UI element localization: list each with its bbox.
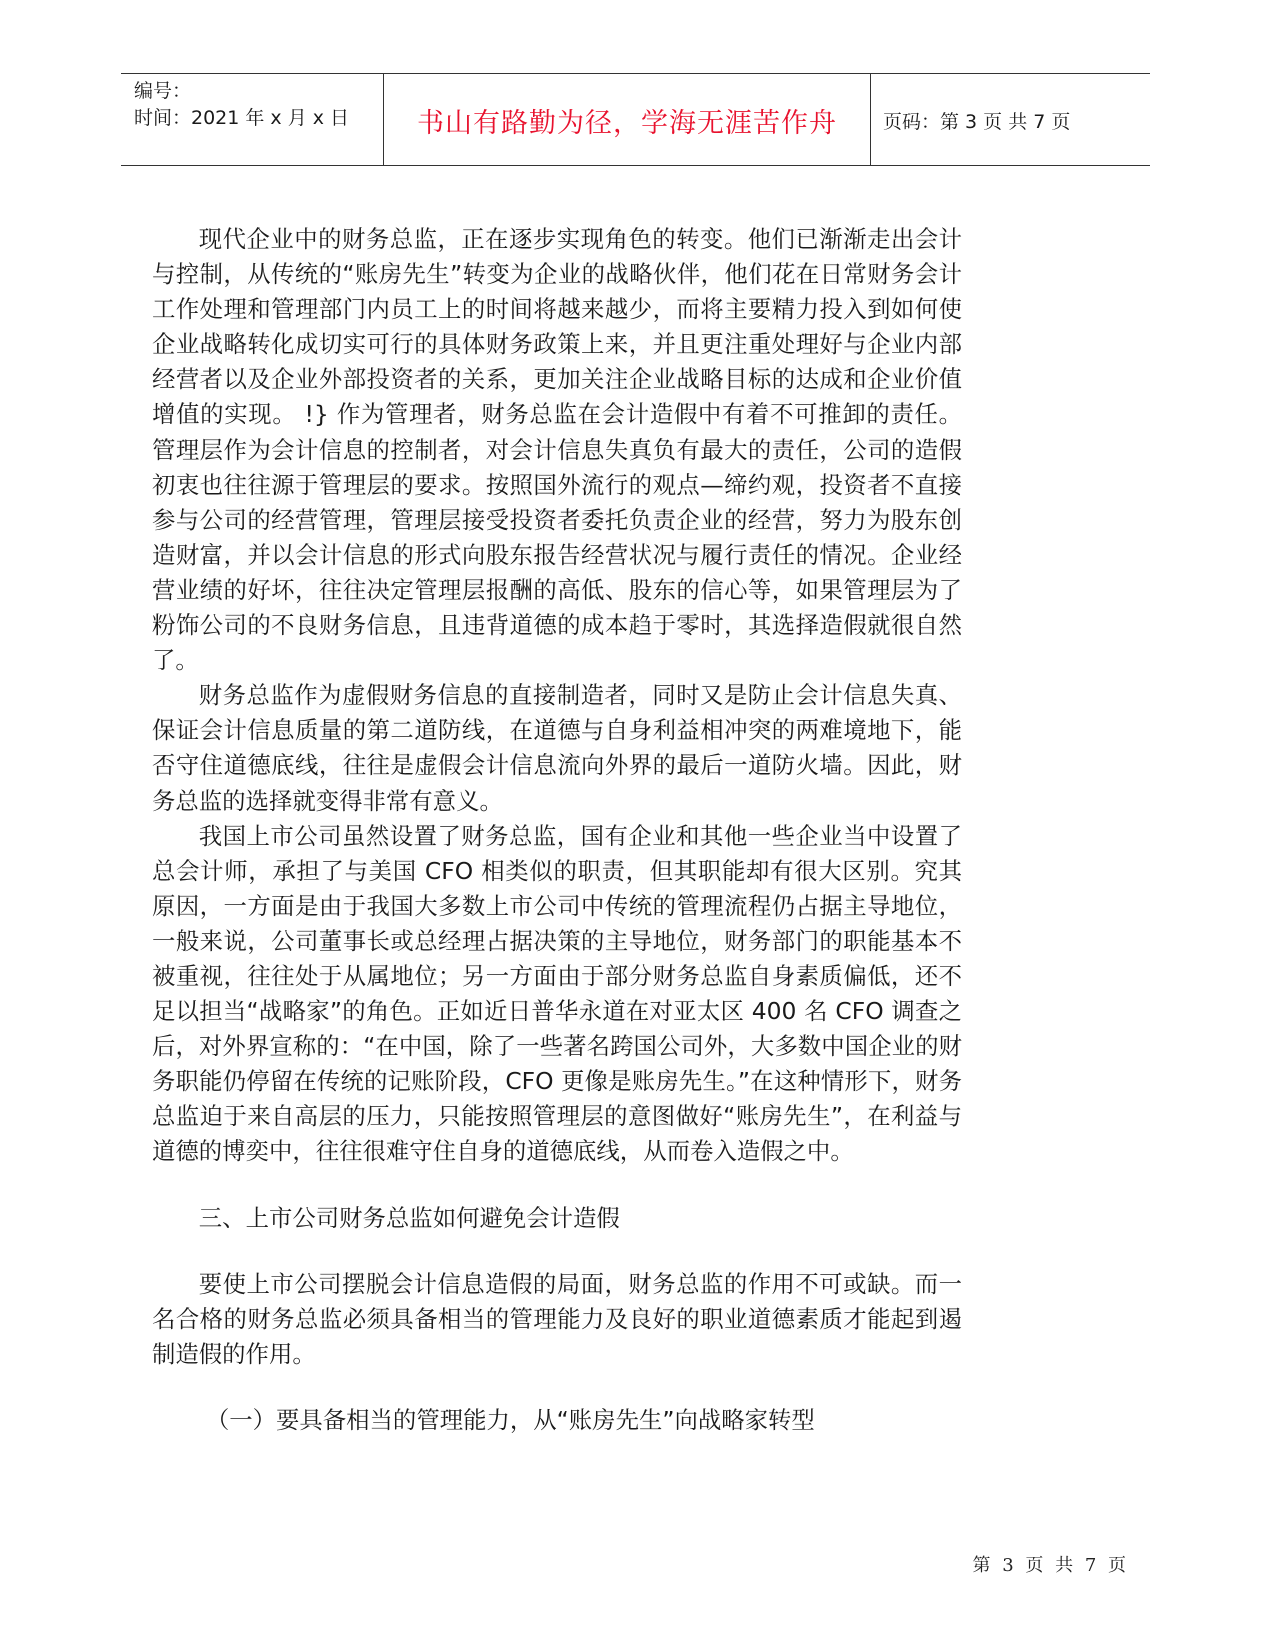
header-motto-cell: [384, 74, 871, 165]
section-paragraph: 要使上市公司摆脱会计信息造假的局面，财务总监的作用不可或缺。而一名合格的财务总监必须具备相当的管理能力及良好的职业道德素质才能起到遏制造假的作用。: [152, 1269, 962, 1368]
serial-number-label: 编号：: [134, 80, 192, 102]
header-page-cell: [871, 74, 1150, 165]
time-label: 时间：2021 年 x 月 x 日: [134, 107, 350, 129]
subsection-heading: （一）要具备相当的管理能力，从“账房先生”向战略家转型: [205, 1405, 815, 1434]
page-footer: 第 3 页 共 7 页: [972, 1555, 1129, 1576]
body-paragraph-1: 现代企业中的财务总监，正在逐步实现角色的转变。他们已渐渐走出会计与控制，从传统的“账房先生”转变为企业的战略伙伴，他们花在日常财务会计工作处理和管理部门内员工上的时间将越来越少，而将主要精力投入到如何使企业战略转化成切实可行的具体财务政策上来，并且更注重处理好与企业内部经营者以及企业外部投资者的关系，更加关注企业战略目标的达成和企业价值增值的实现。 !} 作为管理者，财务总监在会计造假中有着不可推卸的责任。管理层作为会计信息的控制者，对会计信息失真负有最大的责任，公司的造假初衷也往往源于管理层的要求。按照国外流行的观点—缔约观，投资者不直接参与公司的经营管理，管理层接受投资者委托负责企业的经营，努力为股东创造财富，并以会计信息的形式向股东报告经营状况与履行责任的情况。企业经营业绩的好坏，往往决定管理层报酬的高低、股东的信心等，如果管理层为了粉饰公司的不良财务信息，且违背道德的成本趋于零时，其选择造假就很自然了。: [152, 225, 962, 675]
motto-text: 书山有路勤为径，学海无涯苦作舟: [417, 108, 837, 139]
body-paragraph-2: 财务总监作为虚假财务信息的直接制造者，同时又是防止会计信息失真、保证会计信息质量的第二道防线，在道德与自身利益相冲突的两难境地下，能否守住道德底线，往往是虚假会计信息流向外界的最后一道防火墙。因此，财务总监的选择就变得非常有意义。: [152, 681, 962, 815]
header-table: [121, 73, 1150, 166]
body-paragraph-3: 我国上市公司虽然设置了财务总监，国有企业和其他一些企业当中设置了总会计师，承担了与美国 CFO 相类似的职责，但其职能却有很大区别。究其原因，一方面是由于我国大多数上市公司中传统的管理流程仍占据主导地位，一般来说，公司董事长或总经理占据决策的主导地位，财务部门的职能基本不被重视，往往处于从属地位；另一方面由于部分财务总监自身素质偏低，还不足以担当“战略家”的角色。正如近日普华永道在对亚太区 400 名 CFO 调查之后，对外界宣称的：“在中国，除了一些著名跨国公司外，大多数中国企业的财务职能仍停留在传统的记账阶段，CFO 更像是账房先生。”在这种情形下，财务总监迫于来自高层的压力，只能按照管理层的意图做好“账房先生”，在利益与道德的博奕中，往往很难守住自身的道德底线，从而卷入造假之中。: [152, 821, 962, 1166]
header-meta-cell: [121, 74, 384, 165]
section-heading: 三、上市公司财务总监如何避免会计造假: [198, 1203, 620, 1232]
document-body: [152, 222, 962, 1438]
page-number-label: 页码：第 3 页 共 7 页: [883, 111, 1071, 133]
